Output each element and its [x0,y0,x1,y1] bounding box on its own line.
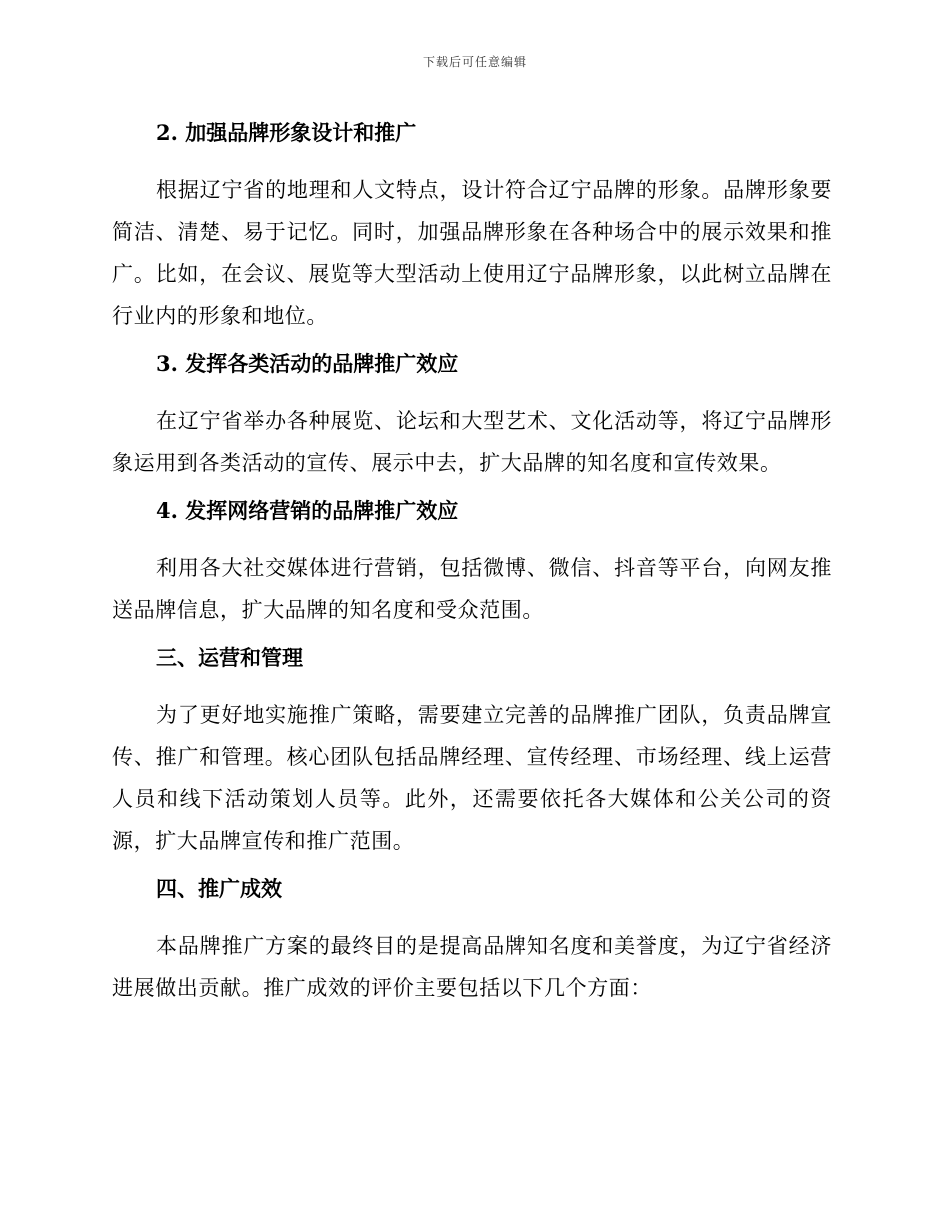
document-body [112,112,832,1021]
section-heading-events: 3. 发挥各类活动的品牌推广效应 [156,351,459,376]
section-heading-operations: 三、运营和管理 [156,645,303,670]
section-paragraph-results: 本品牌推广方案的最终目的是提高品牌知名度和美誉度，为辽宁省经济进展做出贡献。推广成效的评价主要包括以下几个方面： [112,934,832,1000]
section-paragraph-brand-image: 根据辽宁省的地理和人文特点，设计符合辽宁品牌的形象。品牌形象要简洁、清楚、易于记忆。同时，加强品牌形象在各种场合中的展示效果和推广。比如，在会议、展览等大型活动上使用辽宁品牌形象，以此树立品牌在行业内的形象和地位。 [112,178,832,328]
section-paragraph-online-marketing: 利用各大社交媒体进行营销，包括微博、微信、抖音等平台，向网友推送品牌信息，扩大品牌的知名度和受众范围。 [112,556,832,622]
section-heading-results: 四、推广成效 [156,876,282,901]
page-header-note: 下载后可任意编辑 [422,55,527,69]
section-paragraph-operations: 为了更好地实施推广策略，需要建立完善的品牌推广团队，负责品牌宣传、推广和管理。核心团队包括品牌经理、宣传经理、市场经理、线上运营人员和线下活动策划人员等。此外，还需要依托各大媒体和公关公司的资源，扩大品牌宣传和推广范围。 [112,703,832,853]
section-paragraph-events: 在辽宁省举办各种展览、论坛和大型艺术、文化活动等，将辽宁品牌形象运用到各类活动的宣传、展示中去，扩大品牌的知名度和宣传效果。 [112,409,832,475]
section-heading-online-marketing: 4. 发挥网络营销的品牌推广效应 [156,498,459,523]
section-heading-brand-image: 2. 加强品牌形象设计和推广 [156,120,417,145]
